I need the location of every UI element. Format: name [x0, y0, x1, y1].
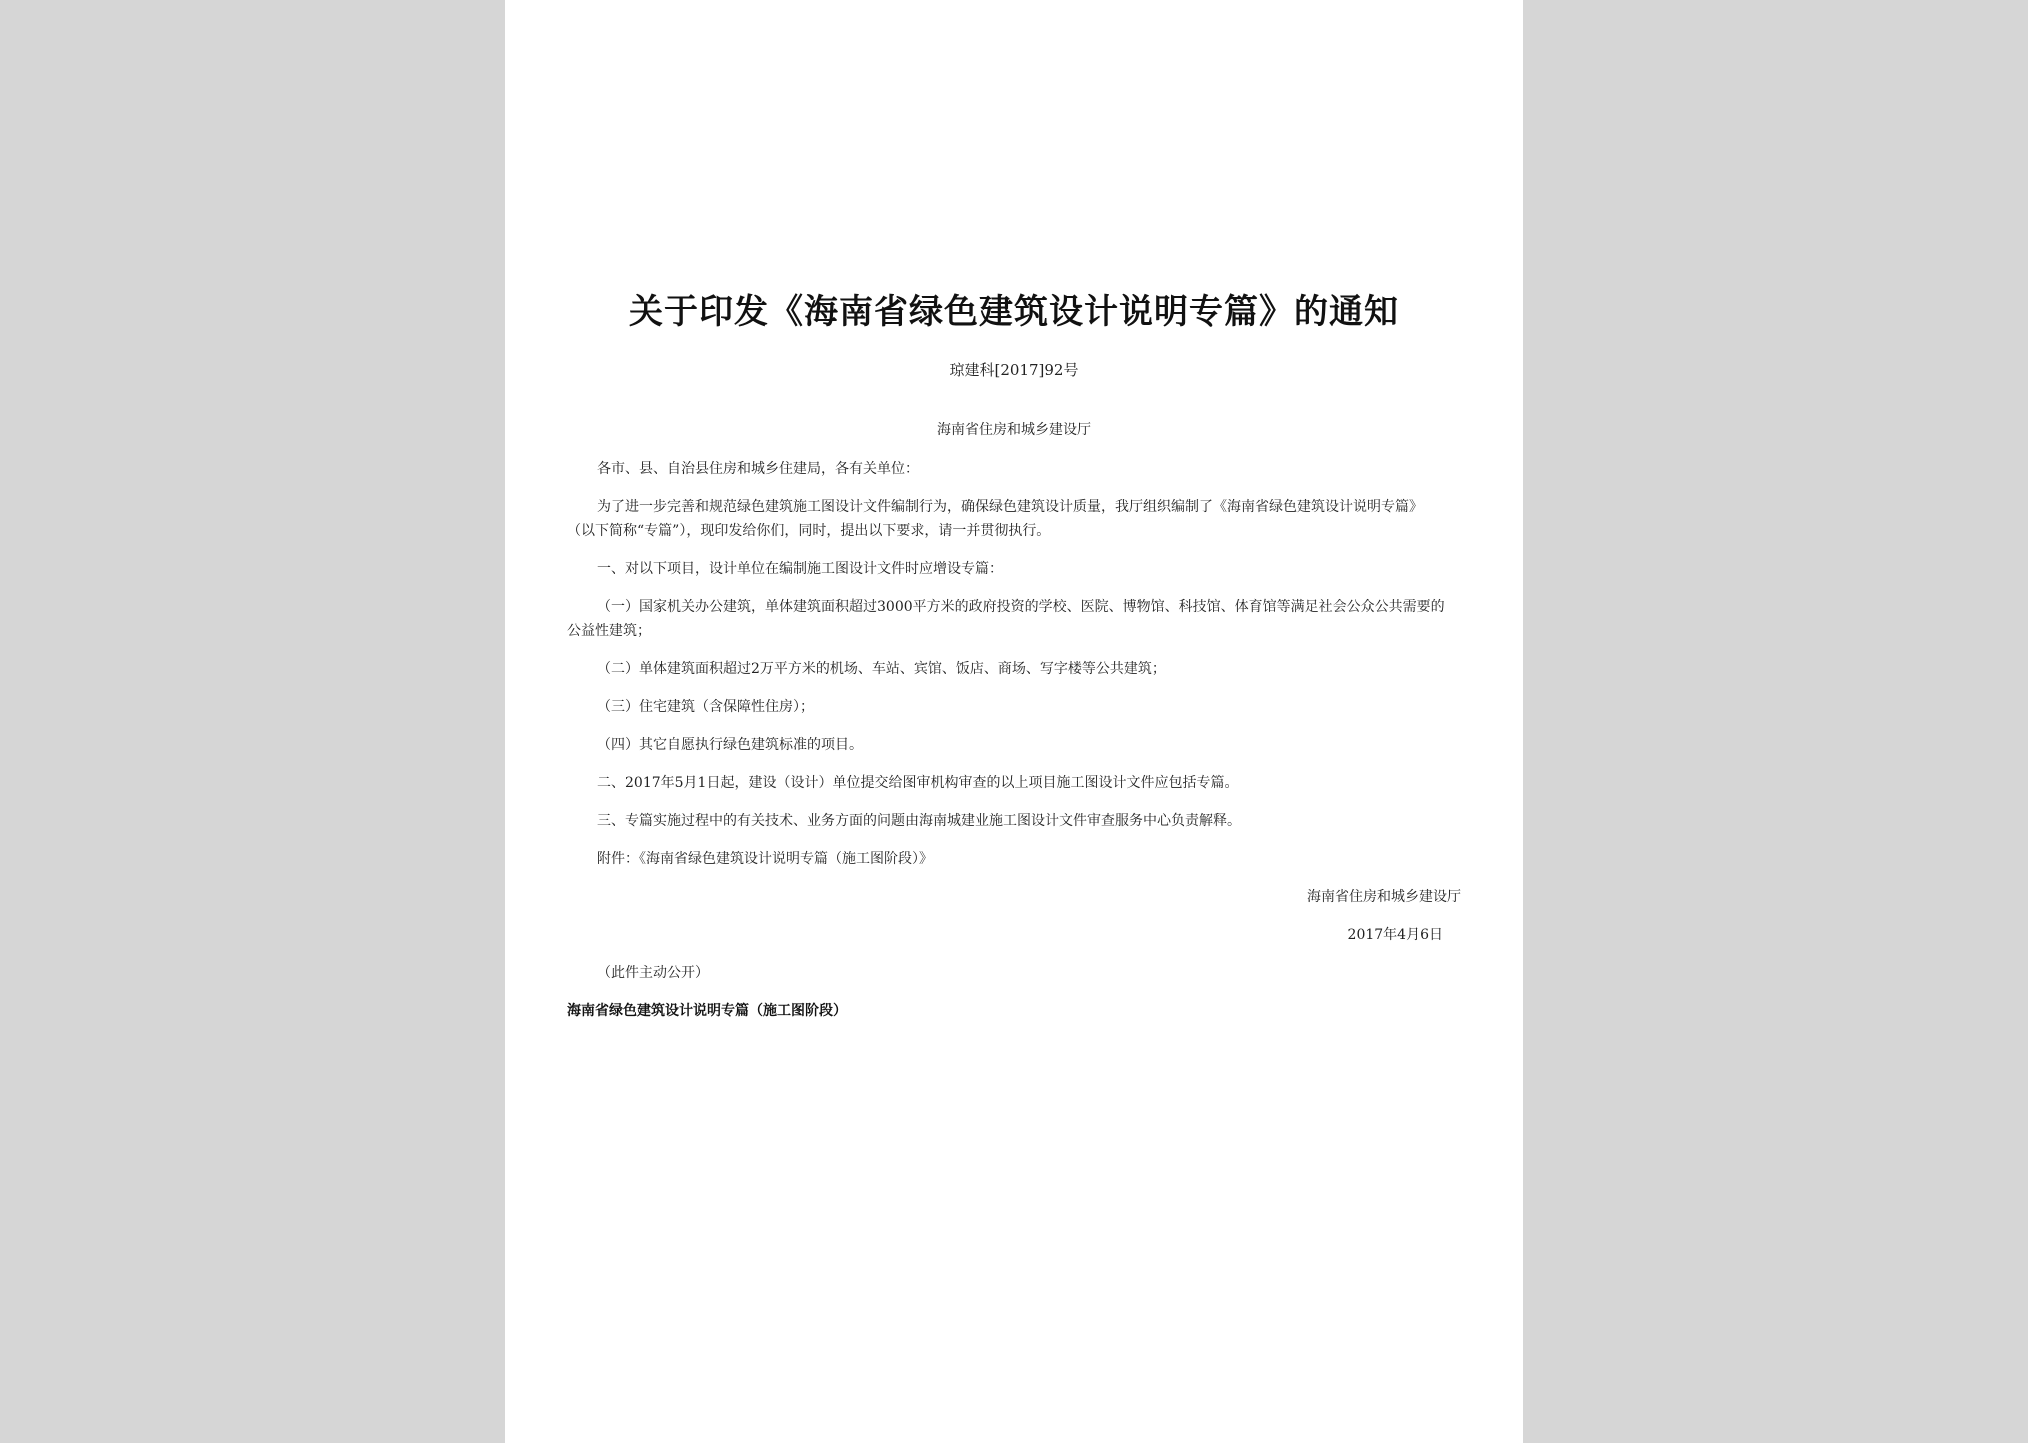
- signature-date: 2017年4月6日: [1347, 927, 1443, 943]
- item-1-sub-4: （四）其它自愿执行绿色建筑标准的项目。: [597, 737, 863, 753]
- item-2: 二、2017年5月1日起，建设（设计）单位提交给图审机构审查的以上项目施工图设计文件应包括专篇。: [597, 775, 1239, 791]
- intro-paragraph-line-1: 为了进一步完善和规范绿色建筑施工图设计文件编制行为，确保绿色建筑设计质量，我厅组织编制了《海南省绿色建筑设计说明专篇》: [597, 499, 1423, 515]
- item-1-sub-3: （三）住宅建筑（含保障性住房）；: [597, 699, 814, 715]
- intro-paragraph-line-2: （以下简称“专篇”），现印发给你们，同时，提出以下要求，请一并贯彻执行。: [567, 523, 1051, 539]
- annex-title: 海南省绿色建筑设计说明专篇（施工图阶段）: [567, 1003, 847, 1019]
- item-1-sub-1-line-2: 公益性建筑；: [567, 623, 651, 639]
- item-1-sub-1-line-1: （一）国家机关办公建筑，单体建筑面积超过3000平方米的政府投资的学校、医院、博物馆、科技馆、体育馆等满足社会公众公共需要的: [597, 599, 1445, 615]
- item-1-sub-2: （二）单体建筑面积超过2万平方米的机场、车站、宾馆、饭店、商场、写字楼等公共建筑；: [597, 661, 1166, 677]
- disclosure-note: （此件主动公开）: [597, 965, 709, 981]
- item-1-heading: 一、对以下项目，设计单位在编制施工图设计文件时应增设专篇：: [597, 561, 1003, 577]
- attachment-line: 附件：《海南省绿色建筑设计说明专篇（施工图阶段）》: [597, 851, 933, 867]
- salutation: 各市、县、自治县住房和城乡住建局，各有关单位：: [597, 461, 919, 477]
- signature-issuer: 海南省住房和城乡建设厅: [1307, 889, 1461, 905]
- document-page: [505, 0, 1523, 1443]
- document-title: 关于印发《海南省绿色建筑设计说明专篇》的通知: [629, 292, 1399, 332]
- issuer-heading: 海南省住房和城乡建设厅: [937, 422, 1091, 438]
- item-3: 三、专篇实施过程中的有关技术、业务方面的问题由海南城建业施工图设计文件审查服务中心负责解释。: [597, 813, 1241, 829]
- document-number: 琼建科[2017]92号: [949, 361, 1079, 379]
